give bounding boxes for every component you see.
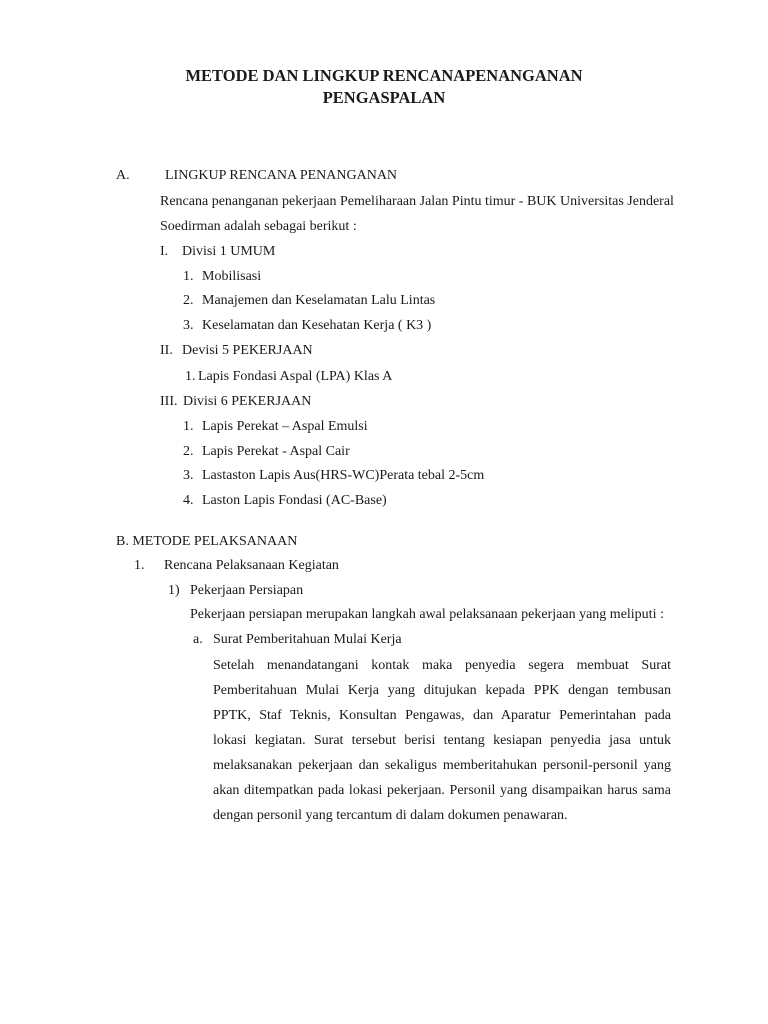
division-3-item-1-text: Lapis Perekat – Aspal Emulsi: [202, 419, 368, 434]
point-a-label: Surat Pemberitahuan Mulai Kerja: [213, 632, 402, 647]
paragraph-line-7: dengan personil yang tercantum di dalam dokumen penawaran.: [213, 808, 568, 823]
division-1-item-1-marker: 1.: [183, 269, 194, 284]
section-b-item-1-label: Rencana Pelaksanaan Kegiatan: [164, 558, 339, 573]
document-title-line-1: METODE DAN LINGKUP RENCANAPENANGANAN: [185, 66, 583, 85]
division-1-item-3-text: Keselamatan dan Kesehatan Kerja ( K3 ): [202, 318, 432, 333]
section-b-item-1-marker: 1.: [134, 558, 145, 573]
paragraph-line-3: PPTK, Staf Teknis, Konsultan Pengawas, dan Aparatur Pemerintahan pada: [213, 708, 671, 723]
division-1-item-2-text: Manajemen dan Keselamatan Lalu Lintas: [202, 293, 436, 308]
division-2-label: Devisi 5 PEKERJAAN: [182, 343, 313, 358]
division-1-item-3-marker: 3.: [183, 318, 194, 333]
division-2-item-1-text: Lapis Fondasi Aspal (LPA) Klas A: [198, 369, 393, 384]
section-b-heading: B. METODE PELAKSANAAN: [116, 534, 298, 549]
division-1-item-1-text: Mobilisasi: [202, 269, 262, 284]
paragraph-line-5: melaksanakan pekerjaan dan sekaligus memberitahukan personil-personil yang: [213, 758, 671, 773]
division-2-item-1-marker: 1.: [185, 369, 196, 384]
paragraph-line-1: Setelah menandatangani kontak maka penyedia segera membuat Surat: [213, 658, 671, 673]
division-1-marker: I.: [160, 244, 169, 259]
division-3-marker: III.: [160, 394, 178, 409]
document-title-line-2: PENGASPALAN: [322, 88, 446, 107]
paragraph-line-2: Pemberitahuan Mulai Kerja yang ditujukan kepada PPK dengan tembusan: [213, 683, 671, 698]
paragraph-line-6: akan ditempatkan pada lokasi pekerjaan. Personil yang disampaikan harus sama: [213, 783, 671, 798]
division-3-item-4-text: Laston Lapis Fondasi (AC-Base): [202, 493, 387, 508]
division-3-item-3-marker: 3.: [183, 468, 194, 483]
sub-item-1-marker: 1): [168, 583, 180, 598]
section-a-intro-line-2: Soedirman adalah sebagai berikut :: [160, 219, 357, 234]
division-3-label: Divisi 6 PEKERJAAN: [183, 394, 312, 409]
division-1-item-2-marker: 2.: [183, 293, 194, 308]
division-3-item-1-marker: 1.: [183, 419, 194, 434]
division-1-label: Divisi 1 UMUM: [182, 244, 276, 259]
paragraph-line-4: lokasi kegiatan. Surat tersebut berisi tentang kesiapan penyedia jasa untuk: [213, 733, 671, 748]
division-3-item-2-marker: 2.: [183, 444, 194, 459]
division-2-marker: II.: [160, 343, 173, 358]
division-3-item-3-text: Lastaston Lapis Aus(HRS-WC)Perata tebal 2-5cm: [202, 468, 485, 483]
sub-item-1-intro: Pekerjaan persiapan merupakan langkah awal pelaksanaan pekerjaan yang meliputi :: [190, 607, 664, 622]
point-a-marker: a.: [193, 632, 203, 647]
section-a-marker: A.: [116, 168, 130, 183]
division-3-item-4-marker: 4.: [183, 493, 194, 508]
sub-item-1-label: Pekerjaan Persiapan: [190, 583, 304, 598]
section-a-heading: LINGKUP RENCANA PENANGANAN: [165, 168, 398, 183]
division-3-item-2-text: Lapis Perekat - Aspal Cair: [202, 444, 350, 459]
section-a-intro-line-1: Rencana penanganan pekerjaan Pemeliharaan Jalan Pintu timur - BUK Universitas Jenderal: [160, 194, 674, 209]
